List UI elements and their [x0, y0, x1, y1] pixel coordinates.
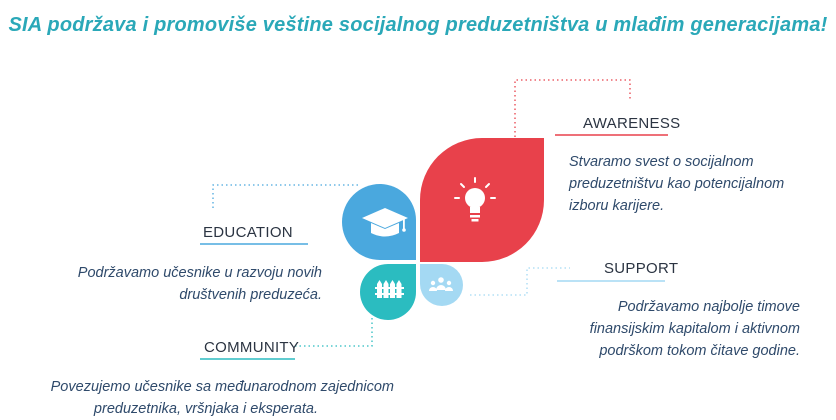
community-line-1: Povezujemo učesnike sa međunarodnom zajednicom [50, 379, 394, 395]
education-line-1: Podržavamo učesnike u razvoju novih [77, 265, 322, 281]
support-line-2: finansijskim kapitalom i aktivnom [589, 321, 800, 337]
education-heading: EDUCATION [203, 224, 293, 241]
support-line-1: Podržavamo najbolje timove [617, 299, 800, 315]
support-description [555, 296, 800, 362]
community-description [34, 376, 394, 420]
page-headline: SIA podržava i promoviše veštine socijalnog preduzetništva u mlađim generacijama! [8, 14, 828, 36]
community-line-2: preduzetnika, vršnjaka i eksperata. [93, 401, 318, 417]
support-petal [420, 264, 463, 306]
support-heading: SUPPORT [604, 260, 679, 277]
awareness-line-3: izboru karijere. [569, 198, 665, 214]
community-connector [295, 318, 372, 346]
awareness-line-2: preduzetništvu kao potencijalnom [569, 176, 785, 192]
awareness-description [569, 151, 784, 217]
community-heading: COMMUNITY [204, 339, 300, 356]
education-line-2: društvenih preduzeća. [179, 287, 322, 303]
education-connector [213, 185, 358, 210]
awareness-heading: AWARENESS [583, 115, 681, 132]
support-connector [470, 268, 570, 295]
support-line-3: podrškom tokom čitave godine. [599, 343, 800, 359]
awareness-line-1: Stvaramo svest o socijalnom [569, 154, 754, 170]
education-description [64, 262, 322, 306]
